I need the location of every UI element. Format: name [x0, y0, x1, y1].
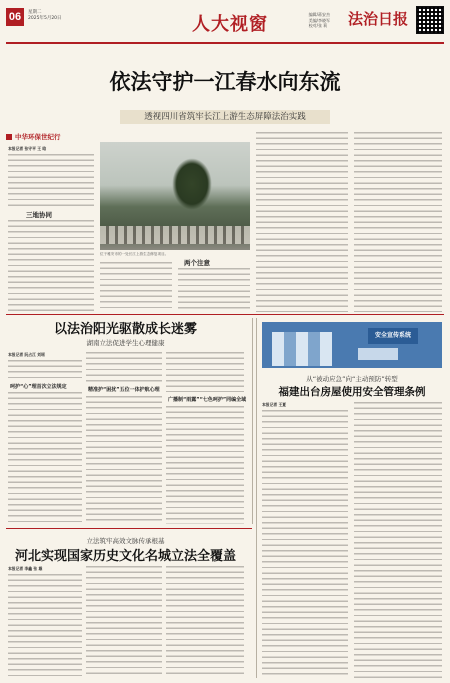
editor-line: 编辑/蒋安杰 [308, 12, 330, 17]
date-full: 2025年5月20日 [28, 16, 62, 21]
column-tag: 中华环保世纪行 [6, 132, 61, 141]
lead-photo [100, 142, 250, 250]
story-2-text-c [86, 352, 162, 382]
lead-byline: 本报记者 张守平 王 晗 [8, 146, 47, 151]
story-2-text-b [8, 392, 82, 524]
story-2-text-e [166, 352, 244, 392]
story-3-image-label: 安全宣传系统 [368, 328, 418, 344]
lead-headline: 依法守护一江春水向东流 [109, 69, 341, 94]
story-2-byline: 本报记者 阮占江 刘瑶 [8, 352, 45, 357]
story-2-text-f [166, 406, 244, 524]
lead-subhead-2: 两个注意 [184, 259, 210, 267]
story-2-subhead-3: 广播制“雨露”“七色呵护”同编全域 [168, 397, 247, 403]
masthead: 法治日报 [347, 10, 408, 28]
lead-text-col-1b [8, 220, 94, 312]
column-rule [252, 318, 253, 524]
story-4-headline: 河北实现国家历史文化名城立法全覆盖 [14, 549, 236, 564]
lead-text-col-4 [256, 132, 348, 312]
story-2-subhead-2: 精准护“困扰”五位一体护航心理 [88, 387, 160, 393]
story-4-byline: 本报记者 李鑫 张 雄 [8, 566, 43, 571]
editor-line: 美编/李晓军 [308, 17, 330, 23]
photo-stones [100, 226, 250, 244]
lead-subheadline: 透视四川省筑牢长江上游生态屏障法治实践 [120, 110, 330, 124]
story-2-subhead-1: 呵护“心”理首次立法规定 [10, 384, 67, 390]
page-date [28, 10, 62, 22]
story-4-text-a [8, 574, 82, 678]
story-3-byline: 本报记者 王夏 [262, 402, 287, 407]
story-3-pre-headline: 从“被动应急”向“主动预防”转型 [306, 375, 398, 383]
photo-tree [172, 158, 212, 210]
story-3-image [262, 322, 442, 368]
qr-code-icon [416, 6, 444, 34]
page-number: 06 [6, 8, 24, 26]
photo-caption: 位于雅安市的一处长江上游生态修复项目。 [100, 252, 169, 256]
story-4-text-b [86, 566, 162, 678]
editor-line: 校对/张 莉 [308, 23, 328, 28]
building-illustration [272, 332, 332, 366]
date-weekday: 星期二 [28, 10, 42, 15]
column-rule-2 [256, 318, 257, 678]
story-3-text-b [354, 402, 442, 678]
story-2-text-d [86, 396, 162, 524]
lead-text-col-2 [100, 262, 172, 312]
editor-info [309, 12, 330, 29]
lead-subhead-1: 三地协同 [26, 211, 52, 219]
section-divider-2 [6, 528, 252, 529]
section-divider [6, 314, 444, 315]
lead-text-col-3 [178, 268, 250, 312]
story-4-text-c [166, 566, 244, 678]
lead-text-col-1a [8, 154, 94, 206]
story-3-text-a [262, 410, 348, 678]
image-panel [358, 348, 398, 360]
story-3-headline: 福建出台房屋使用安全管理条例 [278, 386, 426, 398]
section-title: 人大视窗 [192, 14, 268, 35]
story-2-text-a [8, 360, 82, 380]
lead-text-col-5 [354, 132, 442, 312]
page-header [6, 6, 444, 44]
story-2-subheadline: 湖南立法促进学生心理健康 [86, 339, 165, 347]
story-4-pre-headline: 立法筑牢高效文脉传承根基 [86, 537, 165, 545]
story-2-headline: 以法治阳光驱散成长迷雾 [53, 322, 197, 337]
